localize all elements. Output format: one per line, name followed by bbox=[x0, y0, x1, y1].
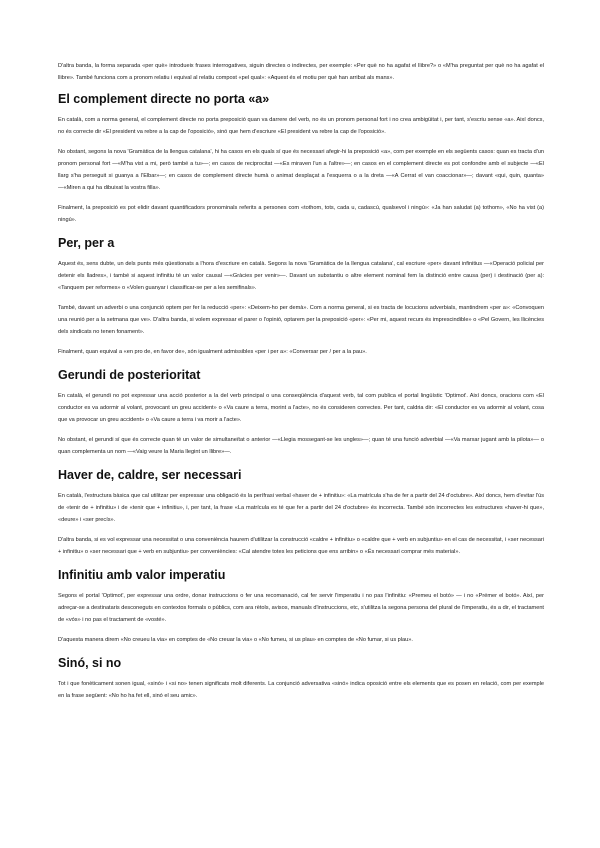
paragraph-complement-directe-2: No obstant, segons la nova 'Gramàtica de la llengua catalana', hi ha casos en els quals sí que és necessari afegir-hi la preposició «a», com per exemple en els següents casos: quan es tracta d'un pronom personal fort —«M'ha vist a mi, però també a tu»—; en casos de reciprocitat —«Es miraven l'un a l'altre»—; en casos en el complement directe es pot confondre amb el subjecte —«El llarg s'ha perseguit si guanya a l'Elbar»—; en casos de complement directe humà o animat desplaçat a l'esquerra o a la dreta —«A Cerrat el van coaccionar»—; davant «qui, quin, quanta» —«Miren a qui ha dibuixat la vostra filla». bbox=[58, 149, 544, 191]
heading-gerundi: Gerundi de posterioritat bbox=[58, 368, 201, 382]
heading-infinitiu: Infinitiu amb valor imperatiu bbox=[58, 568, 226, 582]
paragraph-haver-de-2: D'altra banda, si es vol expressar una necessitat o una conveniència haurem d'utilitzar la construcció «caldre + infinitiu» o «caldre que + verb en subjuntiu» en el cas de necessitat, i «ser necessari + infinitiu» o «ser necessari que + verb en subjuntiu» per conveniències: «Cal atendre totes les peticions que ens arribin» o «És necessari comprar més material». bbox=[58, 537, 544, 555]
heading-haver-de: Haver de, caldre, ser necessari bbox=[58, 468, 242, 482]
paragraph-per-per-a-1: Aquest és, sens dubte, un dels punts més qüestionats a l'hora d'escriure en català. Segons la nova 'Gramàtica de la llengua catalana', cal escriure «per» davant infinitius —«Operació policial per detenir els lladres», i també si aquest infinitiu té un valor causal —«Gràcies per venir»—. Davant un substantiu o altre element nominal fem la distinció entre causa (per) i destinació (per a): «Tanquem per reformes» o «Volen guanyar i classificar-se per a les semifinals». bbox=[58, 261, 544, 291]
intro-paragraph: D'altra banda, la forma separada «per què» introdueix frases interrogatives, siguin directes o indirectes, per exemple: «Per què no ha agafat el llibre?» o «M'ha preguntat per què no ha agafat el llibre». També funciona com a pronom relatiu i equival al relatiu compost «pel qual»: «Aquest és el motiu per què han arribat als mans». bbox=[58, 63, 544, 81]
paragraph-infinitiu-1: Segons el portal 'Optimot', per expressar una ordre, donar instruccions o fer una recomanació, cal fer servir l'imperatiu i no pas l'infinitiu: «Premeu el botó» — i no «Prémer el botó». Així, per adreçar-se a destinataris desconeguts en contextos formals o públics, com ara rètols, avisos, manuals d'instruccions, etc, s'utilitza la segona persona del plural de l'imperatiu, és a dir, el tractament de «vós» i no pas el tractament de «vosté». bbox=[58, 593, 544, 623]
paragraph-infinitiu-2: D'aquesta manera direm «No creueu la via» en comptes de «No creuar la via» o «No fumeu, si us plau» en comptes de «No fumar, si us plau». bbox=[58, 637, 413, 643]
paragraph-gerundi-1: En català, el gerundi no pot expressar una acció posterior a la del verb principal o una conseqüència d'aquest verb, tal com publica el portal lingüístic 'Optimot'. Així doncs, oracions com «El conductor es va adormir al volant, provocant un greu accident» o «Va caure a terra, morint a l'acte», no és consideren correctes. Per tant, caldria dir: «El conductor es va adormir al volant, cosa que va provocar un greu accident» o «Va caure a terra i va morir a l'acte». bbox=[58, 393, 544, 423]
heading-per-per-a: Per, per a bbox=[58, 236, 115, 250]
paragraph-haver-de-1: En català, l'estructura bàsica que cal utilitzar per expressar una obligació és la perífrasi verbal «haver de + infinitiu»: «La matrícula s'ha de fer a partir del 24 d'octubre». Així doncs, hem d'evitar l'ús de «tenir de + infinitiu» i de «tenir que + infinitiu», i, per tant, la frase «La matrícula es té que fer a partir del 24 d'octubre» és incorrecta. També són incorrectes les estructures «haver-hi que», «deure» i «ser precís». bbox=[58, 493, 544, 523]
heading-complement-directe: El complement directe no porta «a» bbox=[58, 92, 270, 106]
paragraph-per-per-a-3: Finalment, quan equival a «en pro de, en favor de», són igualment admissibles «per i per a»: «Conversar per / per a la pau». bbox=[58, 349, 367, 355]
paragraph-sino-1: Tot i que fonèticament sonen igual, «sinó» i «si no» tenen significats molt diferents. La conjunció adversativa «sinó» indica oposició entre els elements que es posen en relació, com per exemple en la frase següent: «No ho ha fet ell, sinó el seu amic». bbox=[58, 681, 544, 699]
paragraph-per-per-a-2: També, davant un adverbi o una conjunció optem per fer la reducció «per»: «Deixem-ho per demà». Com a norma general, si es tracta de locucions adverbials, mantindrem «per a»: «Convoquen una reunió per a la setmana que ve». D'altra banda, si volem expressar el parer o l'opinió, optarem per la preposició «per»: «Per mi, aquest recurs és imprescindible» o «Pel Govern, les llicències dels sindicats no tenen fonament». bbox=[58, 305, 544, 335]
paragraph-complement-directe-3: Finalment, la preposició es pot elidir davant quantificadors pronominals referits a persones com «tothom, tots, cada u, cadascú, qualsevol i ningú»: «Ja han saludat (a) tothom», «No ha vist (a) ningú». bbox=[58, 205, 544, 223]
paragraph-complement-directe-1: En català, com a norma general, el complement directe no porta preposició quan va darrere del verb, no és un pronom personal fort i no crea ambigüitat i, per tant, s'escriu sense «a». Així doncs, no és correcte dir «El president va rebre a la cap de l'oposició», sinó que hem d'escriure «El president va rebre la cap de l'oposició». bbox=[58, 117, 544, 135]
heading-sino: Sinó, si no bbox=[58, 656, 122, 670]
paragraph-gerundi-2: No obstant, el gerundi sí que és correcte quan té un valor de simultaneïtat o anterior —«Llegia mossegant-se les ungles»—; quan té una funció adverbial —«Va marxar jugant amb la pilota»— o quan complementa un nom —«Vaig veure la Maria llegint un llibre»—. bbox=[58, 437, 544, 455]
